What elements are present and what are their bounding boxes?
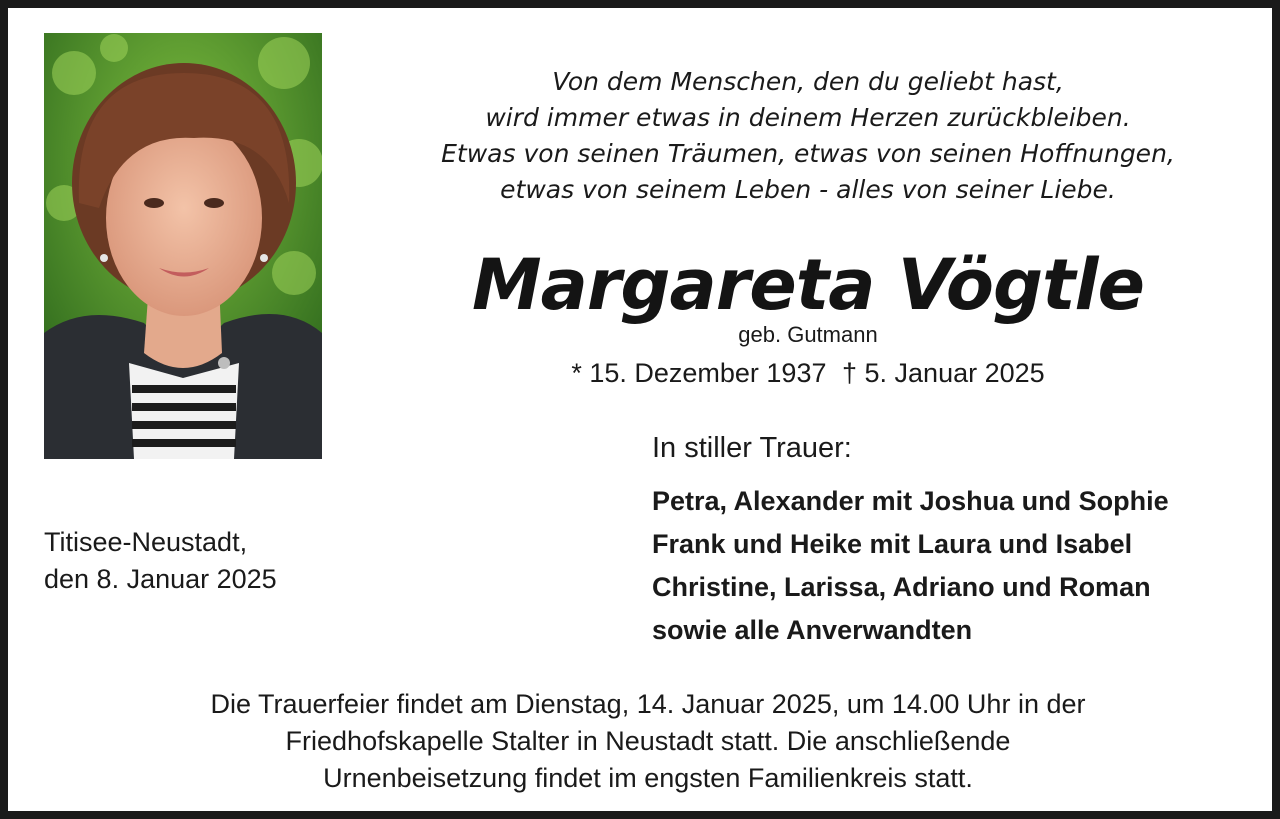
place-line: Titisee-Neustadt,: [44, 527, 248, 557]
funeral-service-info: [68, 686, 1228, 797]
poem-quote: [368, 64, 1248, 208]
poem-line: wird immer etwas in deinem Herzen zurückbleiben.: [485, 103, 1131, 132]
birth-date: * 15. Dezember 1937: [571, 358, 827, 388]
mourner-line: Christine, Larissa, Adriano und Roman: [652, 572, 1151, 602]
mourners-list: [652, 480, 1169, 652]
poem-line: etwas von seinem Leben - alles von seiner Liebe.: [500, 175, 1116, 204]
service-line: Friedhofskapelle Stalter in Neustadt statt. Die anschließende: [285, 726, 1011, 756]
service-line: Urnenbeisetzung findet im engsten Familienkreis statt.: [323, 763, 973, 793]
service-line: Die Trauerfeier findet am Dienstag, 14. Januar 2025, um 14.00 Uhr in der: [210, 689, 1086, 719]
portrait-photo: [44, 33, 322, 459]
place-and-date: [44, 524, 277, 598]
birth-name: geb. Gutmann: [738, 322, 878, 347]
deceased-name: Margareta Vögtle: [471, 244, 1145, 326]
mourning-heading: In stiller Trauer:: [652, 432, 852, 464]
poem-line: Etwas von seinen Träumen, etwas von seinen Hoffnungen,: [441, 139, 1175, 168]
poem-line: Von dem Menschen, den du geliebt hast,: [552, 67, 1064, 96]
mourner-line: Petra, Alexander mit Joshua und Sophie: [652, 486, 1169, 516]
mourner-line: sowie alle Anverwandten: [652, 615, 973, 645]
life-dates: [428, 358, 1188, 389]
mourner-line: Frank und Heike mit Laura und Isabel: [652, 529, 1133, 559]
death-date: † 5. Januar 2025: [842, 358, 1045, 388]
date-line: den 8. Januar 2025: [44, 564, 277, 594]
